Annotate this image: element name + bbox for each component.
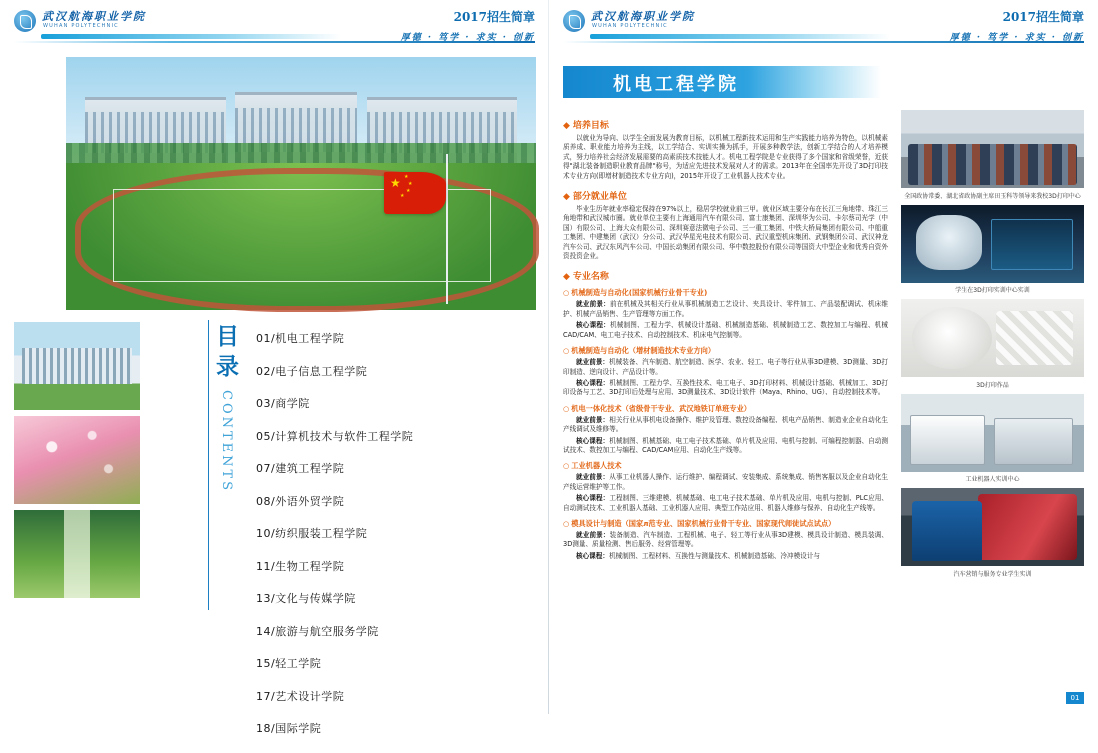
figure-image: [901, 394, 1084, 472]
circle-bullet-icon: ○: [563, 288, 570, 298]
toc-title-en: CONTENTS: [219, 390, 234, 494]
thumbnail-photo: [14, 322, 140, 410]
toc-item[interactable]: 14/旅游与航空服务学院: [256, 624, 379, 638]
school-motto: 厚德 · 笃学 · 求实 · 创新: [400, 33, 535, 43]
figure-image: [901, 205, 1084, 283]
major-line: 就业前景：装备制造、汽车制造、工程机械、电子、轻工等行业从事3D建模、模具设计制造、模具装调、3D测量、质量检测、售后服务、经营管理等。: [563, 530, 888, 549]
school-motto: 厚德 · 笃学 · 求实 · 创新: [949, 33, 1084, 43]
figure-caption: 汽车营销与服务专业学生实训: [953, 570, 1032, 578]
school-name-cn: 武汉航海职业学院: [591, 10, 695, 23]
major-line: 就业前景：前在机械及其相关行业从事机械制造工艺设计、夹具设计、零件加工、产品装配调试、机床维护、机械产品销售、生产管理等方面工作。: [563, 300, 889, 318]
page-header-right: [563, 8, 1084, 54]
major-name: ○ 机械制造与自动化(国家机械行业骨干专业): [563, 288, 708, 298]
header-accent-bar: [590, 34, 890, 39]
figure: [901, 205, 1084, 295]
diamond-bullet-icon: ◆: [563, 192, 570, 203]
flag-star-5: ★: [400, 193, 405, 199]
toc-item[interactable]: 15/轻工学院: [256, 657, 322, 670]
figure-image: [901, 299, 1084, 377]
school-emblem-icon: [14, 10, 36, 32]
toc-item[interactable]: 03/商学院: [256, 397, 310, 410]
section-title: 机电工程学院: [613, 74, 739, 95]
flag-pole: [446, 154, 448, 304]
section-heading: ◆ 专业名称: [563, 272, 609, 283]
major-line: 就业前景：相关行业从事机电设备操作、维护及管理、数控设备编程、机电产品销售、制造业企业自动化生产线调试及维修等。: [563, 415, 889, 434]
major-line: 就业前景：从事工业机器人操作、运行维护、编程调试、安装集成、系统集成、销售客服以及企业自动化生产线运营维护等工作。: [563, 473, 889, 491]
paragraph: 以就业为导向、以学生全面发展为教育目标，以机械工程新技术运用和生产实践能力培养为特色，以机械素质养成、职业能力培养为主线，以工学结合、实训实操为抓手，开展多种教学法，创新工学结合的人才培养模式，努力培养社会经济发展需要的高素质技术技能人才。机电工程学院是专业获得了多个国家和省级荣誉，近获得"湖北装备制造职业教育品牌"称号，为适应先进技术发展对人才的需求。2013年在全国率先开设了3D打印技术专业方向(即增材制造技术专业方向)，2015年开设了工业机器人技术专业。: [563, 134, 888, 180]
major-line: 就业前景：机械装备、汽车制造、航空制造、医学、农业、轻工、电子等行业从事3D建模、3D测量、3D打印制造、逆向设计、产品设计等。: [563, 358, 888, 376]
major-line: 核心课程：机械制图、工程力学、机械设计基础、机械制造基础、机械制造工艺、数控加工与编程、机械CAD/CAM、电工电子技术、自动控制技术、机床电气控制等。: [563, 321, 889, 339]
diamond-bullet-icon: ◆: [563, 121, 570, 131]
circle-bullet-icon: ○: [563, 518, 570, 528]
school-name-cn: 武汉航海职业学院: [42, 10, 146, 23]
diamond-bullet-icon: ◆: [563, 272, 570, 283]
figure: [901, 110, 1084, 200]
major-name: ○ 机电一体化技术（省级骨干专业、武汉地铁订单班专业）: [563, 403, 751, 413]
major-name: ○ 工业机器人技术: [563, 461, 622, 471]
school-name-en: WUHAN POLYTECHNIC: [43, 23, 119, 29]
thumbnail-strip: [14, 322, 140, 604]
page-number: 01: [1066, 692, 1084, 704]
toc-title: 目 录: [216, 323, 241, 380]
toc-item[interactable]: 07/建筑工程学院: [256, 462, 345, 475]
paragraph: 毕业生历年就业率稳定保持在97%以上，稳居学校就业前三甲。就业区域主要分布在长江三角地带、珠江三角地带和武汉城市圈。就业单位主要有上海通用汽车有限公司、富士康集团、深圳华为公司、卡尔蔡司光学（中国）有限公司、上海大众有限公司、深圳赛意法微电子公司、三一重工集团、中铁大桥局集团有限公司、中船重工集团、中建集团（武汉）分公司、武汉华星光电技术有限公司、武汉重型机床集团、武钢集团公司、武汉神龙汽车公司、武汉东风汽车公司、中国长动集团有限公司、华中数控股份有限公司等国资大中型企业和优秀自资外资投资企业。: [563, 205, 888, 261]
toc-list: [256, 330, 526, 753]
major-name: ○ 机械制造与自动化（增材制造技术专业方向）: [563, 346, 716, 356]
major-line: 核心课程：机械制图、机械基础、电工电子技术基础、单片机及应用、电机与控制、可编程控制器、自动测试技术、数控加工与编程、CAD/CAM应用、自动化生产线等。: [563, 436, 889, 454]
toc-item[interactable]: 13/文化与传媒学院: [256, 592, 356, 605]
toc-item[interactable]: 11/生物工程学院: [256, 559, 345, 573]
major-line: 核心课程：机械制图、工程材料、互换性与测量技术、机械制造基础、冷冲模设计与: [576, 551, 820, 560]
figure: [901, 394, 1084, 484]
figure-image: [901, 488, 1084, 566]
circle-bullet-icon: ○: [563, 461, 570, 471]
toc-item[interactable]: 01/机电工程学院: [256, 332, 345, 345]
thumbnail-photo: [14, 510, 140, 598]
toc-item[interactable]: 18/国际学院: [256, 722, 322, 735]
major-line: 核心课程：机械制图、工程力学、互换性技术、电工电子、3D打印材料、机械设计基础、机械加工、3D打印设备与工艺、3D打印后处理与应用、3D测量技术、3D设计软件（Maya、Rhino、UG）、自动控制技术等。: [563, 378, 889, 397]
figure: [901, 299, 1084, 389]
toc-item[interactable]: 10/纺织服装工程学院: [256, 527, 368, 540]
figure-image: [901, 110, 1084, 188]
page-header-left: [14, 8, 535, 54]
school-emblem-icon: [563, 10, 585, 32]
flag-star-4: ★: [406, 188, 411, 194]
flag-star-2: ★: [404, 174, 409, 180]
content-column: [563, 110, 888, 563]
toc-item[interactable]: 02/电子信息工程学院: [256, 364, 368, 378]
school-name-en: WUHAN POLYTECHNIC: [592, 23, 668, 29]
toc-divider: [208, 320, 209, 610]
major-line: 核心课程：工程制图、三维建模、机械基础、电工电子技术基础、单片机及应用、电机与控制、PLC应用、自动测试技术、工业机器人基础、工业机器人应用、典型工作站应用、机器人维修与保养、自动化生产线等。: [563, 494, 888, 512]
figure-caption: 全国政协常委、湖北省政协副主席田玉科等领导来我校3D打印中心: [904, 192, 1081, 200]
flag-star-3: ★: [408, 181, 413, 187]
year-title: 2017招生简章: [453, 10, 535, 24]
left-page: [0, 0, 549, 735]
flag-star-main: ★: [390, 176, 401, 190]
figure-column: [901, 110, 1084, 583]
figure: [901, 488, 1084, 578]
figure-caption: 学生在3D打印实训中心实训: [955, 287, 1030, 294]
thumbnail-photo: [14, 416, 140, 504]
toc-item[interactable]: 17/艺术设计学院: [256, 689, 345, 703]
right-page: [549, 0, 1098, 714]
campus-main-photo: [66, 57, 536, 310]
toc-item[interactable]: 05/计算机技术与软件工程学院: [256, 429, 414, 443]
figure-caption: 3D打印作品: [976, 381, 1009, 389]
national-flag-icon: [384, 172, 446, 214]
circle-bullet-icon: ○: [563, 403, 570, 413]
section-heading: ◆ 部分就业单位: [563, 192, 627, 203]
toc-item[interactable]: 08/外语外贸学院: [256, 494, 345, 508]
circle-bullet-icon: ○: [563, 346, 570, 356]
major-name: ○ 模具设计与制造（国家л范专业、国家机械行业骨干专业、国家现代师徒试点试点）: [563, 518, 836, 528]
header-accent-bar: [41, 34, 341, 39]
year-title: 2017招生简章: [1002, 10, 1084, 24]
figure-caption: 工业机器人实训中心: [965, 476, 1020, 483]
section-heading: ◆ 培养目标: [563, 121, 609, 131]
